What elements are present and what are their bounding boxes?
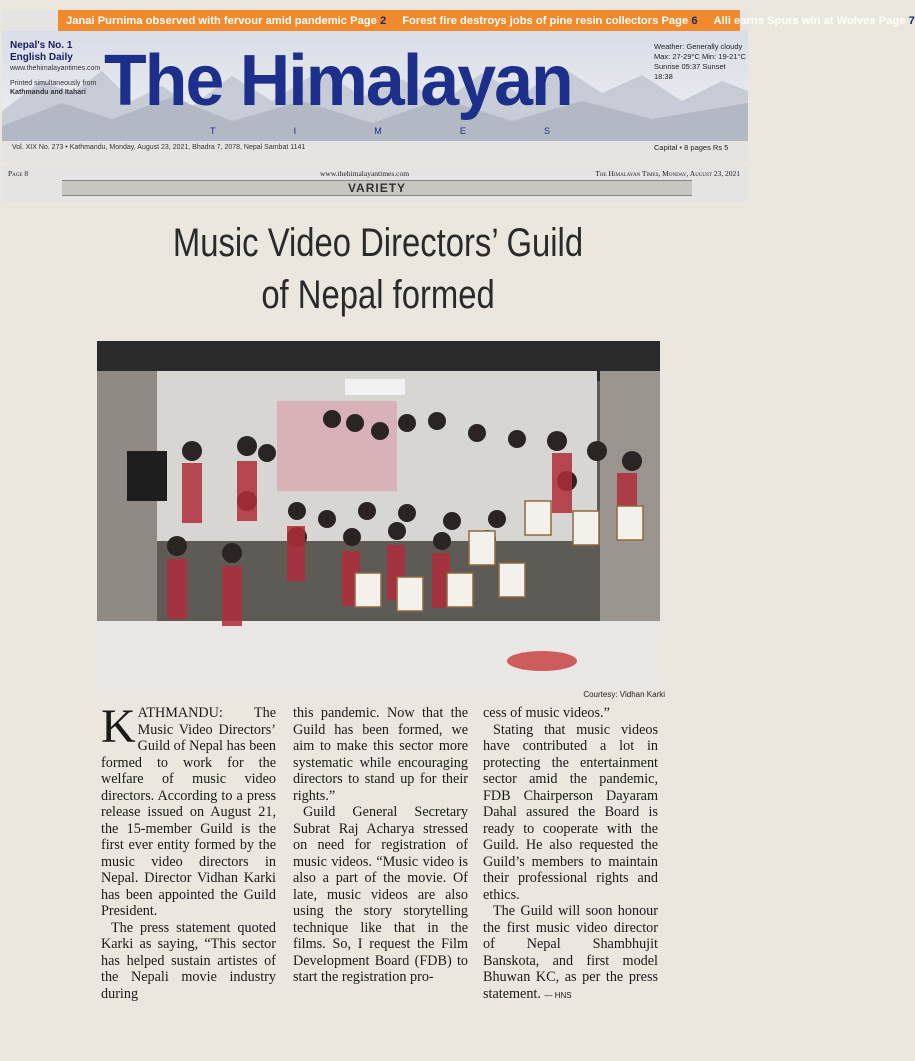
article-paragraph: this pandemic. Now that the Guild has been formed, we aim to make this sector more systematic while encouraging directors to stand up for their rights.” bbox=[293, 705, 468, 804]
article-column bbox=[483, 705, 658, 1004]
paragraph-text: ATHMANDU: The Music Video Directors’ Guild of Nepal has been formed to work for the welfare of music video directors. According to a press release issued on August 21, the 15-member Guild is the first ever entity formed by the music video directors in Nepal. Director Vidhan Karki has been appointed the Guild President. bbox=[101, 705, 276, 919]
edition-line: Vol. XIX No. 273 • Kathmandu, Monday, August 23, 2021, Bhadra 7, 2078, Nepal Sambat 1141 bbox=[12, 144, 306, 151]
page-header bbox=[2, 166, 748, 202]
article-headline bbox=[128, 217, 628, 321]
dropcap-letter: K bbox=[101, 700, 136, 753]
paragraph-text: The Guild will soon honour the first music video director of Nepal Shambhujit Banskota, and first model Bhuwan KC, as per the press statement. bbox=[483, 903, 658, 1002]
page-number: Page 8 bbox=[8, 169, 29, 178]
photo-credit: Courtesy: Vidhan Karki bbox=[583, 690, 665, 699]
page-dateline: The Himalayan Times, Monday, August 23, 2021 bbox=[595, 169, 740, 178]
weather-text: Weather: Generally cloudy bbox=[654, 42, 743, 51]
teaser-item[interactable]: Forest fire destroys jobs of pine resin collectors Page 6 bbox=[402, 14, 698, 27]
teaser-item[interactable]: Alli earns Spurs win at Wolves Page 7 bbox=[713, 14, 915, 27]
website-text[interactable]: www.thehimalayantimes.com bbox=[10, 65, 101, 72]
page-website[interactable]: www.thehimalayantimes.com bbox=[320, 169, 410, 178]
printed-note: Printed simultaneously from bbox=[10, 80, 97, 87]
price-line: Capital • 8 pages Rs 5 bbox=[654, 143, 729, 152]
article-paragraph bbox=[101, 700, 276, 920]
times-letter: I bbox=[293, 126, 297, 136]
tagline: English Daily bbox=[10, 52, 73, 63]
article-column bbox=[101, 700, 276, 1002]
article-paragraph bbox=[483, 903, 658, 1004]
newspaper-title[interactable]: The Himalayan bbox=[104, 41, 572, 121]
printed-cities: Kathmandu and Itahari bbox=[10, 89, 86, 96]
article-paragraph: Stating that music videos have contributed a lot in protecting the entertainment sector amid the pandemic, FDB Chairperson Dayaram Dahal assured the Board is ready to cooperate with the Guild. He also requested the Guild’s members to maintain their professional rights and ethics. bbox=[483, 721, 658, 903]
article-paragraph: cess of music videos.” bbox=[483, 705, 610, 721]
times-subtitle bbox=[210, 126, 550, 136]
times-letter: T bbox=[210, 126, 216, 136]
section-label bbox=[62, 180, 692, 196]
byline: — HNS bbox=[544, 990, 572, 1000]
headline-line: Music Video Directors’ Guild bbox=[172, 221, 584, 265]
article-paragraph: The press statement quoted Karki as saying, “This sector has helped sustain artistes of the Nepali movie industry during bbox=[101, 919, 276, 1002]
masthead bbox=[2, 10, 915, 162]
masthead-left-info bbox=[10, 40, 105, 97]
tagline: Nepal's No. 1 bbox=[10, 40, 73, 51]
headline-line: of Nepal formed bbox=[261, 273, 495, 317]
article-clipping bbox=[73, 205, 683, 1025]
article-column bbox=[293, 705, 468, 986]
group-photo[interactable] bbox=[97, 341, 660, 689]
times-letter: M bbox=[374, 126, 382, 136]
times-letter: E bbox=[459, 126, 466, 136]
times-letter: S bbox=[543, 126, 550, 136]
sun-times-text: Sunrise 05:37 Sunset 18:38 bbox=[654, 62, 726, 81]
section-label-text: VARIETY bbox=[347, 181, 407, 195]
weather-box bbox=[654, 42, 746, 82]
teaser-bar bbox=[58, 10, 915, 31]
teaser-item[interactable]: Janai Purnima observed with fervour amid pandemic Page 2 bbox=[66, 14, 387, 27]
article-paragraph: Guild General Secretary Subrat Raj Acharya stressed on need for registration of music videos. “Music video is also a part of the movie. Of late, music videos are also using the story storytelling technique like that in the films. So, I request the Film Development Board (FDB) to start the registration pro- bbox=[293, 804, 468, 985]
temperature-text: Max: 27-29°C Min: 19-21°C bbox=[654, 52, 746, 61]
